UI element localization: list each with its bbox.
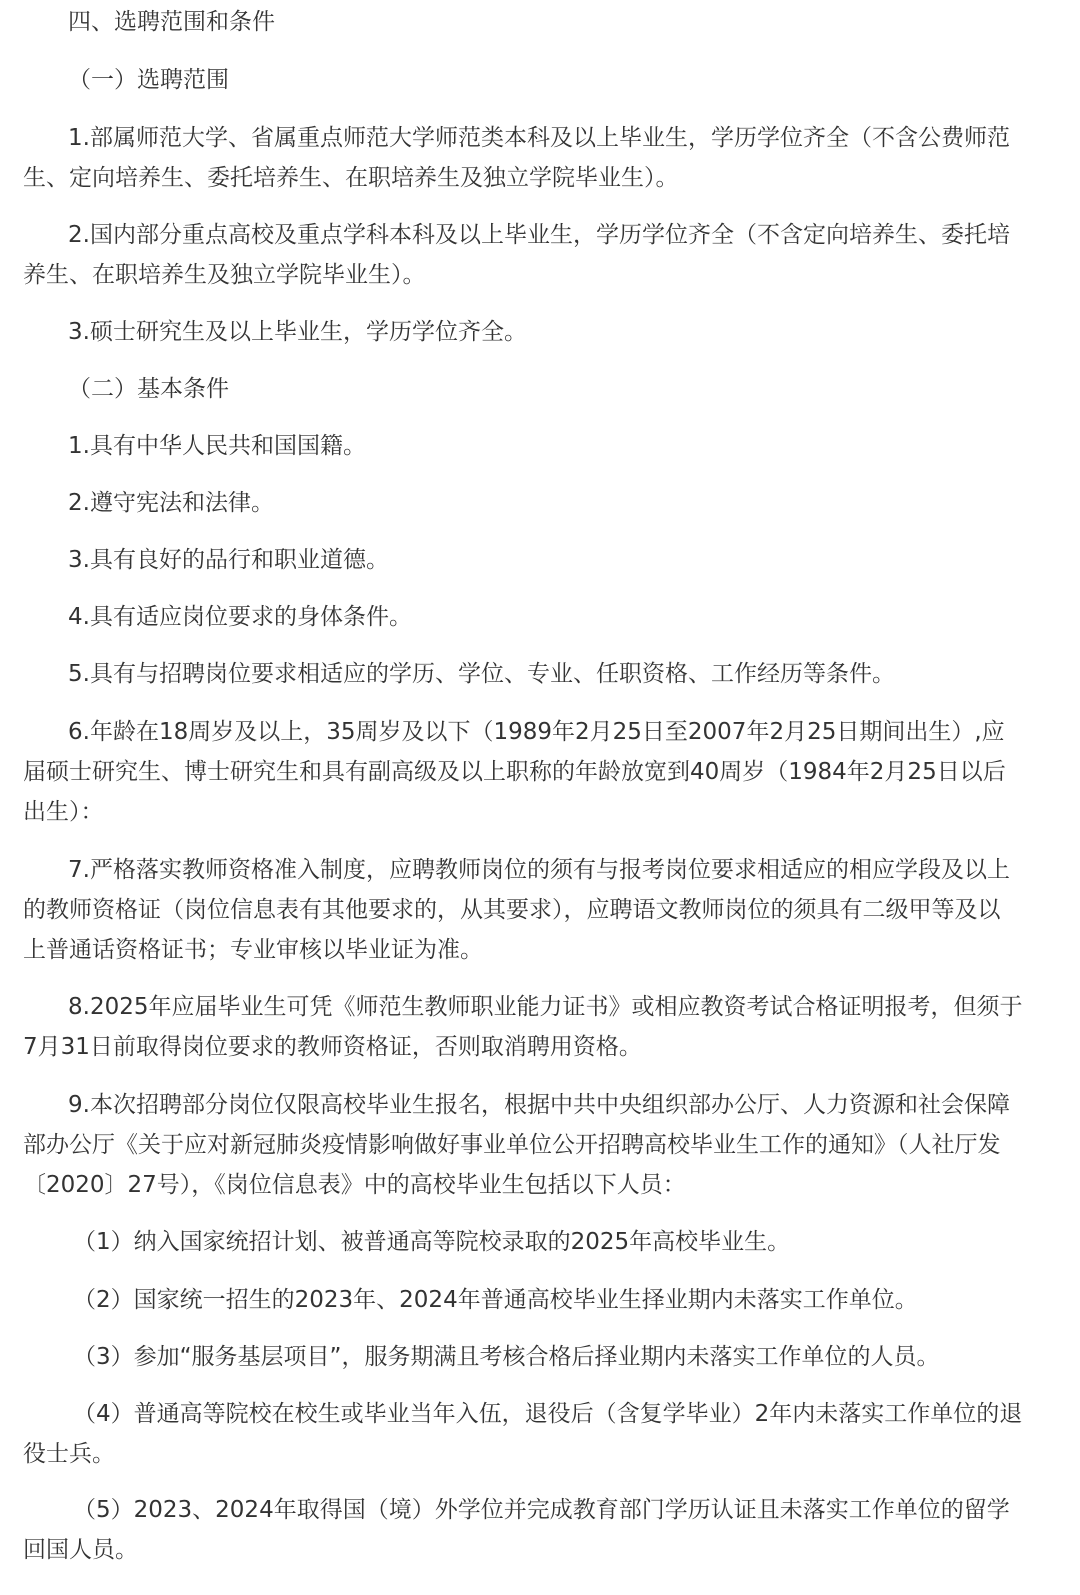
basic-item-5: 5.具有与招聘岗位要求相适应的学历、学位、专业、任职资格、工作经历等条件。	[68, 661, 895, 687]
graduate-type-1: （1）纳入国家统招计划、被普通高等院校录取的2025年高校毕业生。	[73, 1229, 791, 1255]
section-heading: 四、选聘范围和条件	[68, 9, 275, 35]
subsection-title-basic: （二）基本条件	[68, 376, 229, 402]
subsection-title-scope: （一）选聘范围	[68, 67, 229, 93]
scope-item-3: 3.硕士研究生及以上毕业生，学历学位齐全。	[68, 319, 527, 345]
scope-item-1: 1.部属师范大学、省属重点师范大学师范类本科及以上毕业生，学历学位齐全（不含公费师范生、定向培养生、委托培养生、在职培养生及独立学院毕业生）。	[23, 125, 1010, 191]
graduate-type-2: （2）国家统一招生的2023年、2024年普通高校毕业生择业期内未落实工作单位。	[73, 1287, 918, 1313]
basic-item-9: 9.本次招聘部分岗位仅限高校毕业生报名，根据中共中央组织部办公厅、人力资源和社会保障部办公厅《关于应对新冠肺炎疫情影响做好事业单位公开招聘高校毕业生工作的通知》（人社厅发〔2020〕27号），《岗位信息表》中的高校毕业生包括以下人员：	[23, 1092, 1010, 1198]
basic-item-6: 6.年龄在18周岁及以上，35周岁及以下（1989年2月25日至2007年2月25日期间出生）,应届硕士研究生、博士研究生和具有副高级及以上职称的年龄放宽到40周岁（1984年2月25日以后出生）：	[23, 719, 1006, 825]
scope-item-2: 2.国内部分重点高校及重点学科本科及以上毕业生，学历学位齐全（不含定向培养生、委托培养生、在职培养生及独立学院毕业生）。	[23, 222, 1010, 288]
basic-item-3: 3.具有良好的品行和职业道德。	[68, 547, 389, 573]
basic-item-2: 2.遵守宪法和法律。	[68, 490, 274, 516]
graduate-type-5: （5）2023、2024年取得国（境）外学位并完成教育部门学历认证且未落实工作单位的留学回国人员。	[23, 1497, 1010, 1563]
basic-item-7: 7.严格落实教师资格准入制度，应聘教师岗位的须有与报考岗位要求相适应的相应学段及以上的教师资格证（岗位信息表有其他要求的，从其要求），应聘语文教师岗位的须具有二级甲等及以上普通话资格证书；专业审核以毕业证为准。	[23, 857, 1010, 963]
basic-item-1: 1.具有中华人民共和国国籍。	[68, 433, 366, 459]
graduate-type-3: （3）参加“服务基层项目”，服务期满且考核合格后择业期内未落实工作单位的人员。	[73, 1344, 940, 1370]
graduate-type-4: （4）普通高等院校在校生或毕业当年入伍，退役后（含复学毕业）2年内未落实工作单位的退役士兵。	[23, 1401, 1023, 1467]
basic-item-8: 8.2025年应届毕业生可凭《师范生教师职业能力证书》或相应教资考试合格证明报考，但须于7月31日前取得岗位要求的教师资格证，否则取消聘用资格。	[23, 994, 1023, 1060]
basic-item-4: 4.具有适应岗位要求的身体条件。	[68, 604, 412, 630]
